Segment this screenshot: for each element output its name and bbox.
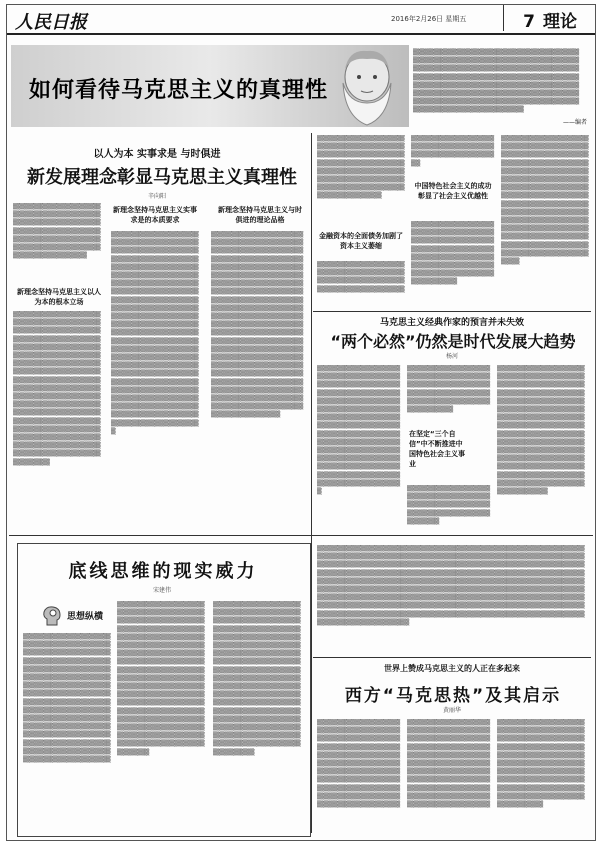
column-label: 思想纵横 bbox=[67, 612, 104, 622]
article2-text-e: ▒▒▒▒▒▒▒▒▒▒▒▒▒▒▒▒▒▒▒▒▒▒▒▒▒▒▒▒▒▒▒▒▒▒▒▒▒▒▒▒▒▒▒▒▒▒▒▒▒▒▒▒▒▒▒▒▒▒▒▒▒▒▒▒▒▒▒▒▒▒▒▒▒▒▒▒▒▒▒▒▒▒▒▒▒▒▒▒▒▒▒▒▒▒▒▒▒▒▒▒▒▒▒▒▒▒▒▒▒▒▒▒▒▒▒▒▒▒▒▒▒▒▒▒▒▒▒▒▒▒▒▒▒▒▒▒▒▒▒▒▒▒▒▒▒▒▒▒▒▒▒▒▒▒▒▒▒▒▒▒▒▒▒▒▒▒▒▒▒▒▒▒▒▒▒▒▒▒▒▒▒▒▒▒▒▒▒▒▒▒▒▒▒▒▒▒▒▒▒▒▒▒▒▒▒▒▒▒▒▒▒▒▒▒▒▒▒▒▒▒▒▒▒▒▒▒▒▒▒▒▒▒▒▒▒▒▒▒▒▒▒▒▒▒▒▒▒▒▒▒▒▒▒▒▒▒▒▒▒▒▒▒▒▒▒▒▒▒▒▒▒▒▒▒▒▒▒▒▒▒▒▒▒▒▒▒▒▒▒ bbox=[501, 135, 589, 266]
article3-top-rule bbox=[313, 311, 591, 312]
article5-text-col2: ▒▒▒▒▒▒▒▒▒▒▒▒▒▒▒▒▒▒▒▒▒▒▒▒▒▒▒▒▒▒▒▒▒▒▒▒▒▒▒▒▒▒▒▒▒▒▒▒▒▒▒▒▒▒▒▒▒▒▒▒▒▒▒▒▒▒▒▒▒▒▒▒▒▒▒▒▒▒▒▒▒▒▒▒▒▒▒▒▒▒▒▒▒▒▒▒▒▒▒▒▒▒▒▒▒▒▒▒▒▒▒▒▒▒▒▒▒▒▒▒▒▒▒▒▒▒▒▒▒▒▒▒▒▒▒▒▒▒▒▒▒▒▒▒▒▒▒▒▒▒▒▒▒▒▒▒▒▒▒▒▒▒▒▒▒▒▒▒▒▒▒▒▒▒▒▒▒▒▒▒▒▒▒▒▒▒▒▒▒▒▒▒▒▒▒▒▒▒ bbox=[407, 719, 491, 809]
issue-date: 2016年2月26日 星期五 bbox=[391, 15, 467, 23]
article1-text-col2: ▒▒▒▒▒▒▒▒▒▒▒▒▒▒▒▒▒▒▒▒▒▒▒▒▒▒▒▒▒▒▒▒▒▒▒▒▒▒▒▒▒▒▒▒▒▒▒▒▒▒▒▒▒▒▒▒▒▒▒▒▒▒▒▒▒▒▒▒▒▒▒▒▒▒▒▒▒▒▒▒▒▒▒▒▒▒▒▒▒▒▒▒▒▒▒▒▒▒▒▒▒▒▒▒▒▒▒▒▒▒▒▒▒▒▒▒▒▒▒▒▒▒▒▒▒▒▒▒▒▒▒▒▒▒▒▒▒▒▒▒▒▒▒▒▒▒▒▒▒▒▒▒▒▒▒▒▒▒▒▒▒▒▒▒▒▒▒▒▒▒▒▒▒▒▒▒▒▒▒▒▒▒▒▒▒▒▒▒▒▒▒▒▒▒▒▒▒▒▒▒▒▒▒▒▒▒▒▒▒▒▒▒▒▒▒▒▒▒▒▒▒▒▒▒▒▒▒▒▒▒▒▒▒▒▒▒▒▒▒▒▒▒▒▒▒▒▒▒▒▒▒▒▒▒▒▒▒▒▒▒▒▒▒▒▒▒▒▒▒▒▒▒▒▒▒▒▒▒▒▒▒▒▒▒▒▒▒▒▒▒▒▒▒▒▒▒▒▒▒▒▒▒▒▒▒▒▒▒▒▒▒▒▒▒▒▒▒▒▒▒▒▒▒▒▒▒▒▒▒▒▒▒▒▒▒▒▒▒▒▒▒▒▒▒▒▒▒▒▒▒▒▒▒▒▒▒▒▒▒▒▒▒▒▒▒▒▒▒▒▒▒▒▒▒▒▒▒▒▒▒▒▒▒▒▒▒▒▒▒▒▒▒▒▒▒▒▒▒▒▒▒▒▒▒▒▒▒▒▒▒▒▒▒▒▒▒▒▒▒▒▒▒▒▒▒▒▒▒▒▒▒▒▒▒▒▒▒▒▒▒▒▒▒▒▒▒▒▒▒▒▒▒▒▒▒▒▒ bbox=[111, 231, 199, 435]
article5-text-top: ▒▒▒▒▒▒▒▒▒▒▒▒▒▒▒▒▒▒▒▒▒▒▒▒▒▒▒▒▒▒▒▒▒▒▒▒▒▒▒▒▒▒▒▒▒▒▒▒▒▒▒▒▒▒▒▒▒▒▒▒▒▒▒▒▒▒▒▒▒▒▒▒▒▒▒▒▒▒▒▒▒▒▒▒▒▒▒▒▒▒▒▒▒▒▒▒▒▒▒▒▒▒▒▒▒▒▒▒▒▒▒▒▒▒▒▒▒▒▒▒▒▒▒▒▒▒▒▒▒▒▒▒▒▒▒▒▒▒▒▒▒▒▒▒▒▒▒▒▒▒▒▒▒▒▒▒▒▒▒▒▒▒▒▒▒▒▒▒▒▒▒▒▒▒▒▒▒▒▒▒▒▒▒▒▒▒▒▒▒▒▒▒▒▒▒▒▒▒▒▒▒▒▒▒▒▒▒▒▒▒▒▒▒▒▒▒▒▒▒▒▒▒▒▒▒▒▒▒▒▒▒▒▒▒▒▒▒▒▒▒▒▒▒▒▒▒▒▒▒▒▒▒▒▒▒▒▒▒▒▒▒▒▒▒▒▒▒▒▒▒▒▒▒▒▒▒▒▒▒▒▒▒▒▒▒▒▒▒▒▒▒▒▒▒▒▒▒▒▒▒▒▒▒▒▒▒▒▒▒▒▒▒▒▒▒▒▒▒▒▒▒▒▒▒▒▒▒▒▒▒▒▒▒▒▒▒▒▒▒▒▒▒▒▒▒▒▒▒▒▒▒▒▒▒▒▒▒▒▒▒▒▒▒▒▒▒▒▒▒▒▒▒▒▒▒▒▒▒▒▒▒▒▒▒▒▒▒▒▒▒▒▒▒▒▒▒▒▒▒▒▒▒▒▒▒▒▒▒▒▒▒▒▒▒▒▒▒▒▒▒▒▒▒▒▒▒▒▒▒▒▒▒▒▒▒▒▒▒▒▒▒▒▒▒▒▒▒▒▒▒▒▒▒▒▒▒▒▒▒▒▒▒▒▒▒▒▒▒▒▒▒▒▒▒▒▒▒▒▒▒▒▒▒▒▒▒▒▒▒▒▒▒▒▒▒▒▒▒▒▒▒▒▒▒▒▒▒▒▒▒▒▒▒▒▒▒▒▒▒▒▒▒▒▒▒▒▒▒▒▒▒▒▒▒▒▒▒▒▒▒▒▒ bbox=[317, 545, 585, 626]
article1-text-col1a: ▒▒▒▒▒▒▒▒▒▒▒▒▒▒▒▒▒▒▒▒▒▒▒▒▒▒▒▒▒▒▒▒▒▒▒▒▒▒▒▒▒▒▒▒▒▒▒▒▒▒▒▒▒▒▒▒▒▒▒▒▒▒▒▒▒▒▒▒▒▒▒▒▒▒▒▒▒▒▒▒▒▒▒▒▒▒▒▒▒▒▒▒▒▒▒▒▒▒▒▒▒▒▒▒▒▒▒▒▒▒▒▒▒▒▒▒▒▒▒▒▒▒▒▒▒▒▒▒▒▒ bbox=[13, 203, 101, 260]
lead-byline: ——编者 bbox=[562, 119, 587, 126]
article3-text-col2b: ▒▒▒▒▒▒▒▒▒▒▒▒▒▒▒▒▒▒▒▒▒▒▒▒▒▒▒▒▒▒▒▒▒▒▒▒▒▒▒▒▒▒▒▒▒▒▒▒▒▒▒▒▒▒▒▒▒▒▒▒▒▒▒▒▒▒▒▒▒▒▒▒▒▒▒▒▒▒▒ bbox=[407, 485, 491, 525]
section-label bbox=[523, 7, 577, 32]
article3-subhead1: 在坚定“三个自信”中不断推进中国特色社会主义事业 bbox=[409, 430, 465, 468]
masthead: 人民日报 bbox=[15, 12, 87, 33]
thinking-head-icon bbox=[41, 605, 63, 627]
article2-text-c: ▒▒▒▒▒▒▒▒▒▒▒▒▒▒▒▒▒▒▒▒▒▒▒▒▒▒▒▒▒▒▒▒▒▒▒▒▒▒▒▒▒▒▒▒▒▒▒▒▒▒▒▒▒▒▒▒ bbox=[411, 135, 495, 167]
article1-headline: 新发展理念彰显马克思主义真理性 bbox=[27, 167, 297, 188]
article2-subhead1: 金融资本的全面债务加剧了资本主义萎缩 bbox=[319, 232, 403, 250]
article2-text-a: ▒▒▒▒▒▒▒▒▒▒▒▒▒▒▒▒▒▒▒▒▒▒▒▒▒▒▒▒▒▒▒▒▒▒▒▒▒▒▒▒▒▒▒▒▒▒▒▒▒▒▒▒▒▒▒▒▒▒▒▒▒▒▒▒▒▒▒▒▒▒▒▒▒▒▒▒▒▒▒▒▒▒▒▒▒▒▒▒▒▒▒▒▒▒▒▒▒▒▒▒▒▒▒▒▒▒▒▒▒▒▒▒▒▒▒▒▒▒▒▒▒▒▒▒▒▒▒▒▒▒▒▒▒▒▒▒▒▒▒▒▒▒▒▒▒▒▒ bbox=[317, 135, 405, 200]
page-number: 7 bbox=[523, 12, 535, 32]
article2-text-d: ▒▒▒▒▒▒▒▒▒▒▒▒▒▒▒▒▒▒▒▒▒▒▒▒▒▒▒▒▒▒▒▒▒▒▒▒▒▒▒▒▒▒▒▒▒▒▒▒▒▒▒▒▒▒▒▒▒▒▒▒▒▒▒▒▒▒▒▒▒▒▒▒▒▒▒▒▒▒▒▒▒▒▒▒▒▒▒▒▒▒▒▒▒▒▒▒▒▒▒▒▒▒▒▒▒▒▒▒▒▒▒▒▒▒▒▒▒▒▒▒▒▒▒▒▒▒▒▒▒▒▒▒▒▒▒▒ bbox=[411, 221, 495, 286]
page-header bbox=[7, 5, 595, 35]
article4-text-col3: ▒▒▒▒▒▒▒▒▒▒▒▒▒▒▒▒▒▒▒▒▒▒▒▒▒▒▒▒▒▒▒▒▒▒▒▒▒▒▒▒▒▒▒▒▒▒▒▒▒▒▒▒▒▒▒▒▒▒▒▒▒▒▒▒▒▒▒▒▒▒▒▒▒▒▒▒▒▒▒▒▒▒▒▒▒▒▒▒▒▒▒▒▒▒▒▒▒▒▒▒▒▒▒▒▒▒▒▒▒▒▒▒▒▒▒▒▒▒▒▒▒▒▒▒▒▒▒▒▒▒▒▒▒▒▒▒▒▒▒▒▒▒▒▒▒▒▒▒▒▒▒▒▒▒▒▒▒▒▒▒▒▒▒▒▒▒▒▒▒▒▒▒▒▒▒▒▒▒▒▒▒▒▒▒▒▒▒▒▒▒▒▒▒▒▒▒▒▒▒▒▒▒▒▒▒▒▒▒▒▒▒▒▒▒▒▒▒▒▒▒▒▒▒▒▒▒▒▒▒▒▒▒▒▒▒▒▒▒▒▒▒▒▒▒▒▒▒▒▒▒▒▒▒▒▒▒▒▒▒▒▒▒▒▒▒▒▒▒▒▒▒▒▒▒▒▒▒▒▒▒▒▒▒▒▒▒▒▒▒▒▒▒▒▒▒▒▒▒▒▒▒▒▒▒▒▒▒▒▒▒▒▒▒▒▒▒▒▒▒▒▒▒▒▒▒▒▒▒▒▒▒▒▒▒▒▒▒▒▒▒▒▒▒▒▒▒▒▒▒▒▒ bbox=[213, 601, 301, 756]
marx-portrait-icon bbox=[327, 47, 407, 127]
article5-top-rule bbox=[313, 657, 591, 658]
article4-headline: 底线思维的现实威力 bbox=[68, 561, 258, 582]
newspaper-page bbox=[6, 4, 596, 841]
article5-text-col1: ▒▒▒▒▒▒▒▒▒▒▒▒▒▒▒▒▒▒▒▒▒▒▒▒▒▒▒▒▒▒▒▒▒▒▒▒▒▒▒▒▒▒▒▒▒▒▒▒▒▒▒▒▒▒▒▒▒▒▒▒▒▒▒▒▒▒▒▒▒▒▒▒▒▒▒▒▒▒▒▒▒▒▒▒▒▒▒▒▒▒▒▒▒▒▒▒▒▒▒▒▒▒▒▒▒▒▒▒▒▒▒▒▒▒▒▒▒▒▒▒▒▒▒▒▒▒▒▒▒▒▒▒▒▒▒▒▒▒▒▒▒▒▒▒▒▒▒▒▒▒▒▒▒▒▒▒▒▒▒▒▒▒▒▒▒▒▒▒▒▒▒▒▒▒▒▒▒▒▒▒▒▒▒▒▒▒▒▒▒▒▒▒▒▒▒▒▒▒ bbox=[317, 719, 401, 809]
article4-text-col2: ▒▒▒▒▒▒▒▒▒▒▒▒▒▒▒▒▒▒▒▒▒▒▒▒▒▒▒▒▒▒▒▒▒▒▒▒▒▒▒▒▒▒▒▒▒▒▒▒▒▒▒▒▒▒▒▒▒▒▒▒▒▒▒▒▒▒▒▒▒▒▒▒▒▒▒▒▒▒▒▒▒▒▒▒▒▒▒▒▒▒▒▒▒▒▒▒▒▒▒▒▒▒▒▒▒▒▒▒▒▒▒▒▒▒▒▒▒▒▒▒▒▒▒▒▒▒▒▒▒▒▒▒▒▒▒▒▒▒▒▒▒▒▒▒▒▒▒▒▒▒▒▒▒▒▒▒▒▒▒▒▒▒▒▒▒▒▒▒▒▒▒▒▒▒▒▒▒▒▒▒▒▒▒▒▒▒▒▒▒▒▒▒▒▒▒▒▒▒▒▒▒▒▒▒▒▒▒▒▒▒▒▒▒▒▒▒▒▒▒▒▒▒▒▒▒▒▒▒▒▒▒▒▒▒▒▒▒▒▒▒▒▒▒▒▒▒▒▒▒▒▒▒▒▒▒▒▒▒▒▒▒▒▒▒▒▒▒▒▒▒▒▒▒▒▒▒▒▒▒▒▒▒▒▒▒▒▒▒▒▒▒▒▒▒▒▒▒▒▒▒▒▒▒▒▒▒▒▒▒▒▒▒▒▒▒▒▒▒▒▒▒▒▒▒▒▒▒▒▒▒▒▒▒▒▒▒▒▒▒▒▒▒▒▒▒▒▒▒▒ bbox=[117, 601, 205, 756]
article1-subhead1: 新理念坚持马克思主义以人为本的根本立场 bbox=[17, 288, 101, 306]
article3-text-col3: ▒▒▒▒▒▒▒▒▒▒▒▒▒▒▒▒▒▒▒▒▒▒▒▒▒▒▒▒▒▒▒▒▒▒▒▒▒▒▒▒▒▒▒▒▒▒▒▒▒▒▒▒▒▒▒▒▒▒▒▒▒▒▒▒▒▒▒▒▒▒▒▒▒▒▒▒▒▒▒▒▒▒▒▒▒▒▒▒▒▒▒▒▒▒▒▒▒▒▒▒▒▒▒▒▒▒▒▒▒▒▒▒▒▒▒▒▒▒▒▒▒▒▒▒▒▒▒▒▒▒▒▒▒▒▒▒▒▒▒▒▒▒▒▒▒▒▒▒▒▒▒▒▒▒▒▒▒▒▒▒▒▒▒▒▒▒▒▒▒▒▒▒▒▒▒▒▒▒▒▒▒▒▒▒▒▒▒▒▒▒▒▒▒▒▒▒▒▒▒▒▒▒▒▒▒▒▒▒▒▒▒▒▒▒▒▒▒▒▒▒▒▒▒▒▒▒▒▒▒▒▒▒▒▒▒▒▒▒▒▒▒▒▒▒▒▒▒▒▒▒▒▒▒▒▒▒▒▒▒▒▒▒▒▒▒▒▒▒▒▒▒▒▒▒▒▒▒▒▒▒▒▒▒▒▒▒▒▒▒▒▒▒▒▒▒▒ bbox=[497, 365, 585, 496]
section-name: 理论 bbox=[543, 12, 577, 32]
feature-banner bbox=[11, 45, 409, 127]
article5-kicker: 世界上赞成马克思主义的人正在多起来 bbox=[384, 664, 520, 673]
header-divider bbox=[503, 5, 504, 31]
article2-subhead2: 中国特色社会主义的成功彰显了社会主义优越性 bbox=[414, 182, 492, 200]
article1-text-col1b: ▒▒▒▒▒▒▒▒▒▒▒▒▒▒▒▒▒▒▒▒▒▒▒▒▒▒▒▒▒▒▒▒▒▒▒▒▒▒▒▒▒▒▒▒▒▒▒▒▒▒▒▒▒▒▒▒▒▒▒▒▒▒▒▒▒▒▒▒▒▒▒▒▒▒▒▒▒▒▒▒▒▒▒▒▒▒▒▒▒▒▒▒▒▒▒▒▒▒▒▒▒▒▒▒▒▒▒▒▒▒▒▒▒▒▒▒▒▒▒▒▒▒▒▒▒▒▒▒▒▒▒▒▒▒▒▒▒▒▒▒▒▒▒▒▒▒▒▒▒▒▒▒▒▒▒▒▒▒▒▒▒▒▒▒▒▒▒▒▒▒▒▒▒▒▒▒▒▒▒▒▒▒▒▒▒▒▒▒▒▒▒▒▒▒▒▒▒▒▒▒▒▒▒▒▒▒▒▒▒▒▒▒▒▒▒▒▒▒▒▒▒▒▒▒▒▒▒▒▒▒▒▒▒▒▒▒▒▒▒▒▒▒▒▒▒▒▒▒▒▒▒▒▒▒▒▒▒▒▒▒▒▒▒▒▒▒▒▒▒▒▒▒▒▒▒▒▒▒▒▒▒▒▒▒▒▒▒▒▒▒▒▒▒▒▒▒▒▒▒▒▒▒▒▒▒▒▒▒▒▒▒▒▒▒▒▒▒▒▒▒▒▒▒▒▒▒▒▒▒▒▒▒▒▒▒▒▒▒▒▒▒▒▒▒▒▒▒▒▒▒ bbox=[13, 311, 101, 466]
mid-rule bbox=[9, 535, 593, 536]
article1-subhead2: 新理念坚持马克思主义实事求是的本质要求 bbox=[113, 206, 197, 224]
article3-text-col1: ▒▒▒▒▒▒▒▒▒▒▒▒▒▒▒▒▒▒▒▒▒▒▒▒▒▒▒▒▒▒▒▒▒▒▒▒▒▒▒▒▒▒▒▒▒▒▒▒▒▒▒▒▒▒▒▒▒▒▒▒▒▒▒▒▒▒▒▒▒▒▒▒▒▒▒▒▒▒▒▒▒▒▒▒▒▒▒▒▒▒▒▒▒▒▒▒▒▒▒▒▒▒▒▒▒▒▒▒▒▒▒▒▒▒▒▒▒▒▒▒▒▒▒▒▒▒▒▒▒▒▒▒▒▒▒▒▒▒▒▒▒▒▒▒▒▒▒▒▒▒▒▒▒▒▒▒▒▒▒▒▒▒▒▒▒▒▒▒▒▒▒▒▒▒▒▒▒▒▒▒▒▒▒▒▒▒▒▒▒▒▒▒▒▒▒▒▒▒▒▒▒▒▒▒▒▒▒▒▒▒▒▒▒▒▒▒▒▒▒▒▒▒▒▒▒▒▒▒▒▒▒▒▒▒▒▒▒▒▒▒▒▒▒▒▒▒▒▒▒▒▒▒▒▒▒▒▒▒▒▒▒▒▒▒▒▒▒▒▒▒▒ bbox=[317, 365, 401, 496]
article1-author: 辛向阳 bbox=[147, 193, 166, 200]
article3-headline: “两个必然”仍然是时代发展大趋势 bbox=[330, 332, 576, 351]
article5-headline: 西方“马克思热”及其启示 bbox=[344, 686, 562, 706]
lead-text-block: ▒▒▒▒▒▒▒▒▒▒▒▒▒▒▒▒▒▒▒▒▒▒▒▒▒▒▒▒▒▒▒▒▒▒▒▒ ▒▒▒▒▒▒▒▒▒▒▒▒▒▒▒▒▒▒▒▒▒▒▒▒▒▒▒▒▒▒▒▒▒▒▒▒ ▒▒▒▒▒▒▒▒▒▒▒▒▒▒▒▒▒▒▒▒▒▒▒▒▒▒▒▒▒▒▒▒▒▒▒▒ ▒▒▒▒▒▒▒▒▒▒▒▒▒▒▒▒▒▒▒▒▒▒▒▒▒▒▒▒▒▒▒▒▒▒▒▒ ▒▒▒▒▒▒▒▒▒▒▒▒▒▒▒▒▒▒▒▒▒▒▒▒▒▒▒▒▒▒▒▒▒▒▒▒ ▒▒▒▒▒▒▒▒▒▒▒▒▒▒▒▒▒▒▒▒▒▒▒▒▒▒▒▒▒▒▒▒▒▒▒▒ ▒▒▒▒▒▒▒▒▒▒▒▒▒▒▒▒▒▒▒▒▒▒▒▒▒▒▒▒▒▒▒▒▒▒▒▒ ▒▒▒▒▒▒▒▒▒▒▒▒▒▒▒▒▒▒▒▒▒▒▒▒ bbox=[413, 49, 580, 114]
column-divider bbox=[311, 133, 312, 833]
article4-author: 宋建伟 bbox=[152, 587, 171, 594]
article5-author: 黄丽华 bbox=[442, 707, 461, 714]
article3-text-col2a: ▒▒▒▒▒▒▒▒▒▒▒▒▒▒▒▒▒▒▒▒▒▒▒▒▒▒▒▒▒▒▒▒▒▒▒▒▒▒▒▒▒▒▒▒▒▒▒▒▒▒▒▒▒▒▒▒▒▒▒▒▒▒▒▒▒▒▒▒▒▒▒▒▒▒▒▒▒▒▒▒▒▒▒▒▒▒▒▒▒▒▒▒▒▒▒▒▒▒▒▒ bbox=[407, 365, 491, 414]
article3-kicker: 马克思主义经典作家的预言并未失效 bbox=[379, 318, 524, 328]
article4-text-col1: ▒▒▒▒▒▒▒▒▒▒▒▒▒▒▒▒▒▒▒▒▒▒▒▒▒▒▒▒▒▒▒▒▒▒▒▒▒▒▒▒▒▒▒▒▒▒▒▒▒▒▒▒▒▒▒▒▒▒▒▒▒▒▒▒▒▒▒▒▒▒▒▒▒▒▒▒▒▒▒▒▒▒▒▒▒▒▒▒▒▒▒▒▒▒▒▒▒▒▒▒▒▒▒▒▒▒▒▒▒▒▒▒▒▒▒▒▒▒▒▒▒▒▒▒▒▒▒▒▒▒▒▒▒▒▒▒▒▒▒▒▒▒▒▒▒▒▒▒▒▒▒▒▒▒▒▒▒▒▒▒▒▒▒▒▒▒▒▒▒▒▒▒▒▒▒▒▒▒▒▒▒▒▒▒▒▒▒▒▒▒▒▒▒▒▒▒▒▒▒▒▒▒▒▒▒▒▒▒▒▒▒▒▒▒▒▒▒▒▒▒▒▒▒▒▒▒▒▒▒▒▒▒▒▒▒▒▒▒▒▒▒▒▒▒▒▒▒▒▒▒▒▒▒▒▒▒▒▒▒▒▒▒▒▒▒▒▒▒▒▒▒▒▒▒▒▒▒▒▒▒▒▒▒▒▒▒▒▒▒▒▒▒▒▒▒▒▒▒▒▒▒▒▒▒ bbox=[23, 633, 111, 764]
banner-title: 如何看待马克思主义的真理性 bbox=[29, 78, 329, 103]
article1-kicker: 以人为本 实事求是 与时俱进 bbox=[93, 149, 221, 160]
article1-text-col3: ▒▒▒▒▒▒▒▒▒▒▒▒▒▒▒▒▒▒▒▒▒▒▒▒▒▒▒▒▒▒▒▒▒▒▒▒▒▒▒▒▒▒▒▒▒▒▒▒▒▒▒▒▒▒▒▒▒▒▒▒▒▒▒▒▒▒▒▒▒▒▒▒▒▒▒▒▒▒▒▒▒▒▒▒▒▒▒▒▒▒▒▒▒▒▒▒▒▒▒▒▒▒▒▒▒▒▒▒▒▒▒▒▒▒▒▒▒▒▒▒▒▒▒▒▒▒▒▒▒▒▒▒▒▒▒▒▒▒▒▒▒▒▒▒▒▒▒▒▒▒▒▒▒▒▒▒▒▒▒▒▒▒▒▒▒▒▒▒▒▒▒▒▒▒▒▒▒▒▒▒▒▒▒▒▒▒▒▒▒▒▒▒▒▒▒▒▒▒▒▒▒▒▒▒▒▒▒▒▒▒▒▒▒▒▒▒▒▒▒▒▒▒▒▒▒▒▒▒▒▒▒▒▒▒▒▒▒▒▒▒▒▒▒▒▒▒▒▒▒▒▒▒▒▒▒▒▒▒▒▒▒▒▒▒▒▒▒▒▒▒▒▒▒▒▒▒▒▒▒▒▒▒▒▒▒▒▒▒▒▒▒▒▒▒▒▒▒▒▒▒▒▒▒▒▒▒▒▒▒▒▒▒▒▒▒▒▒▒▒▒▒▒▒▒▒▒▒▒▒▒▒▒▒▒▒▒▒▒▒▒▒▒▒▒▒▒▒▒▒▒▒▒▒▒▒▒▒▒▒▒▒▒▒▒▒▒▒▒▒▒▒▒▒▒▒▒▒▒▒▒▒▒▒▒▒▒▒▒▒▒▒▒▒▒▒▒▒▒▒▒▒▒▒▒▒▒▒▒▒▒▒▒▒▒▒▒▒▒▒▒▒▒▒▒▒▒▒▒▒▒▒▒▒▒▒▒▒▒▒▒▒▒▒▒▒▒▒▒▒▒▒▒▒▒▒ bbox=[211, 231, 304, 419]
article3-author: 杨河 bbox=[445, 353, 458, 360]
article2-text-b: ▒▒▒▒▒▒▒▒▒▒▒▒▒▒▒▒▒▒▒▒▒▒▒▒▒▒▒▒▒▒▒▒▒▒▒▒▒▒▒▒▒▒▒▒▒▒▒▒▒▒▒▒▒▒▒▒▒▒▒▒▒▒▒▒▒▒▒▒▒▒▒▒▒▒▒▒ bbox=[317, 261, 405, 293]
article1-subhead3: 新理念坚持马克思主义与时俱进的理论品格 bbox=[218, 206, 302, 224]
article5-text-col3: ▒▒▒▒▒▒▒▒▒▒▒▒▒▒▒▒▒▒▒▒▒▒▒▒▒▒▒▒▒▒▒▒▒▒▒▒▒▒▒▒▒▒▒▒▒▒▒▒▒▒▒▒▒▒▒▒▒▒▒▒▒▒▒▒▒▒▒▒▒▒▒▒▒▒▒▒▒▒▒▒▒▒▒▒▒▒▒▒▒▒▒▒▒▒▒▒▒▒▒▒▒▒▒▒▒▒▒▒▒▒▒▒▒▒▒▒▒▒▒▒▒▒▒▒▒▒▒▒▒▒▒▒▒▒▒▒▒▒▒▒▒▒▒▒▒▒▒▒▒▒▒▒▒▒▒▒▒▒▒▒▒▒▒▒▒▒▒▒▒▒▒▒▒▒▒▒▒▒▒▒▒▒▒▒▒▒▒▒▒▒▒▒▒▒▒▒▒▒▒▒ bbox=[497, 719, 585, 809]
